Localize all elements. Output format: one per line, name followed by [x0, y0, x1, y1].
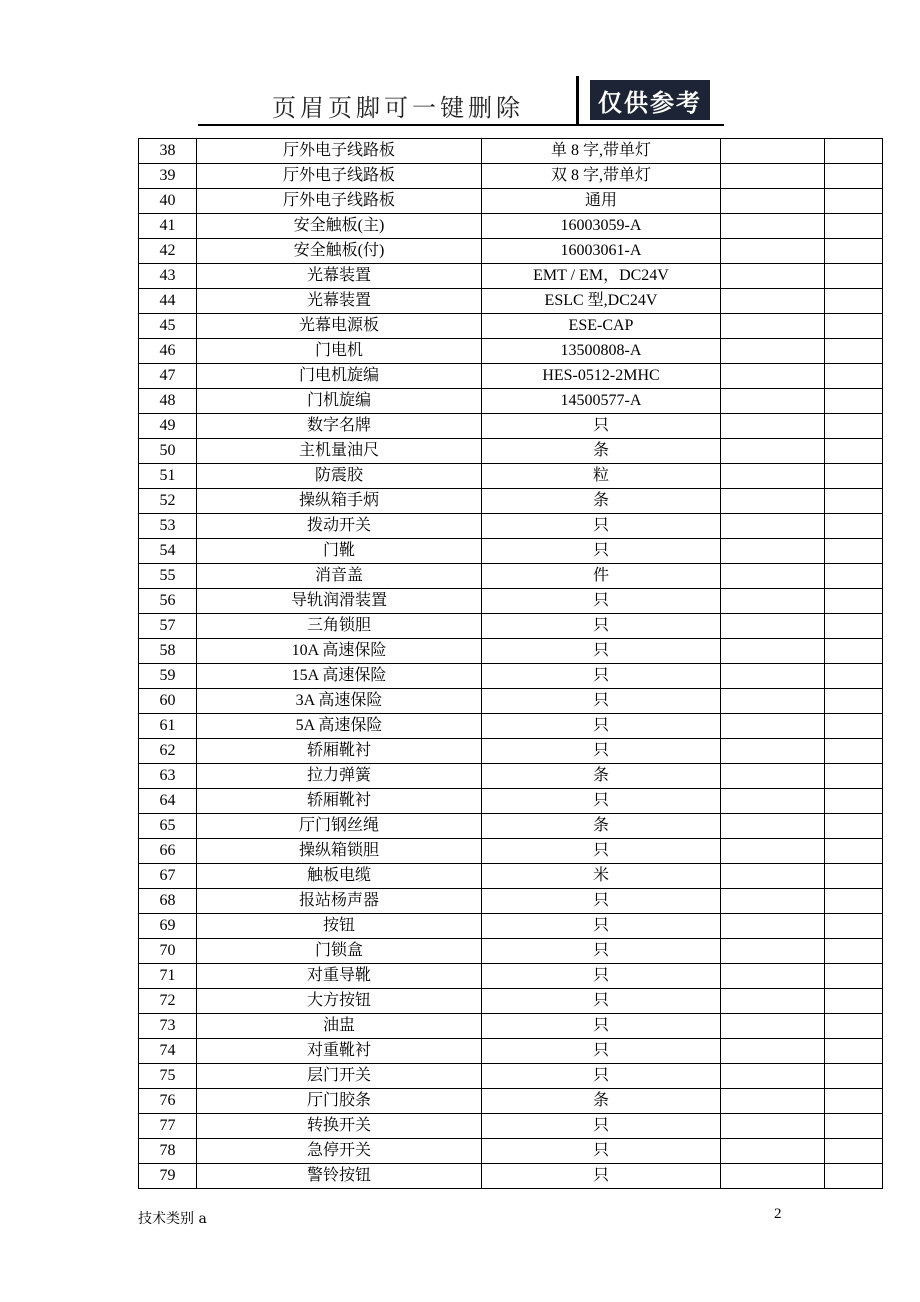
empty-cell	[825, 1114, 883, 1139]
empty-cell	[825, 764, 883, 789]
row-number-cell: 52	[139, 489, 197, 514]
part-name-cell: 消音盖	[197, 564, 482, 589]
empty-cell	[825, 1039, 883, 1064]
empty-cell	[721, 364, 825, 389]
table-row	[139, 814, 883, 839]
empty-cell	[721, 1014, 825, 1039]
reference-badge: 仅供参考	[590, 80, 710, 120]
empty-cell	[825, 289, 883, 314]
empty-cell	[825, 439, 883, 464]
empty-cell	[825, 1014, 883, 1039]
table-row	[139, 464, 883, 489]
spec-cell: 通用	[482, 189, 721, 214]
spec-cell: 条	[482, 489, 721, 514]
empty-cell	[721, 639, 825, 664]
header-divider	[576, 76, 579, 124]
part-name-cell: 厅外电子线路板	[197, 139, 482, 164]
table-row	[139, 214, 883, 239]
spec-cell: 件	[482, 564, 721, 589]
table-row	[139, 489, 883, 514]
table-row	[139, 839, 883, 864]
row-number-cell: 75	[139, 1064, 197, 1089]
table-row	[139, 889, 883, 914]
empty-cell	[721, 764, 825, 789]
table-row	[139, 689, 883, 714]
empty-cell	[825, 139, 883, 164]
spec-cell: 16003061-A	[482, 239, 721, 264]
spec-cell: 只	[482, 1064, 721, 1089]
empty-cell	[825, 414, 883, 439]
empty-cell	[825, 364, 883, 389]
table-row	[139, 714, 883, 739]
table-row	[139, 239, 883, 264]
spec-cell: 条	[482, 439, 721, 464]
spec-cell: 粒	[482, 464, 721, 489]
part-name-cell: 警铃按钮	[197, 1164, 482, 1189]
table-row	[139, 1114, 883, 1139]
table-row	[139, 939, 883, 964]
spec-cell: 只	[482, 539, 721, 564]
part-name-cell: 门电机	[197, 339, 482, 364]
empty-cell	[825, 664, 883, 689]
part-name-cell: 门靴	[197, 539, 482, 564]
empty-cell	[825, 789, 883, 814]
empty-cell	[721, 914, 825, 939]
row-number-cell: 74	[139, 1039, 197, 1064]
empty-cell	[825, 389, 883, 414]
row-number-cell: 70	[139, 939, 197, 964]
empty-cell	[825, 164, 883, 189]
spec-cell: 只	[482, 514, 721, 539]
part-name-cell: 厅外电子线路板	[197, 164, 482, 189]
spec-cell: 双 8 字,带单灯	[482, 164, 721, 189]
row-number-cell: 65	[139, 814, 197, 839]
empty-cell	[721, 1139, 825, 1164]
spec-cell: 条	[482, 764, 721, 789]
row-number-cell: 60	[139, 689, 197, 714]
row-number-cell: 79	[139, 1164, 197, 1189]
empty-cell	[825, 864, 883, 889]
row-number-cell: 43	[139, 264, 197, 289]
table-row	[139, 564, 883, 589]
empty-cell	[825, 714, 883, 739]
row-number-cell: 48	[139, 389, 197, 414]
empty-cell	[825, 814, 883, 839]
part-name-cell: 厅外电子线路板	[197, 189, 482, 214]
table-row	[139, 664, 883, 689]
spec-cell: 只	[482, 639, 721, 664]
empty-cell	[825, 964, 883, 989]
empty-cell	[721, 1164, 825, 1189]
row-number-cell: 53	[139, 514, 197, 539]
spec-cell: 只	[482, 714, 721, 739]
row-number-cell: 78	[139, 1139, 197, 1164]
part-name-cell: 门电机旋编	[197, 364, 482, 389]
empty-cell	[825, 339, 883, 364]
empty-cell	[721, 939, 825, 964]
part-name-cell: 大方按钮	[197, 989, 482, 1014]
row-number-cell: 66	[139, 839, 197, 864]
row-number-cell: 39	[139, 164, 197, 189]
table-row	[139, 289, 883, 314]
parts-table-body	[139, 139, 883, 1189]
table-row	[139, 989, 883, 1014]
empty-cell	[721, 264, 825, 289]
part-name-cell: 按钮	[197, 914, 482, 939]
part-name-cell: 门机旋编	[197, 389, 482, 414]
table-row	[139, 539, 883, 564]
empty-cell	[721, 814, 825, 839]
empty-cell	[825, 239, 883, 264]
header-rule	[198, 124, 724, 126]
table-row	[139, 139, 883, 164]
spec-cell: 只	[482, 789, 721, 814]
spec-cell: 13500808-A	[482, 339, 721, 364]
table-row	[139, 439, 883, 464]
empty-cell	[825, 1164, 883, 1189]
empty-cell	[825, 564, 883, 589]
empty-cell	[825, 514, 883, 539]
row-number-cell: 38	[139, 139, 197, 164]
empty-cell	[721, 439, 825, 464]
empty-cell	[721, 889, 825, 914]
spec-cell: 条	[482, 814, 721, 839]
row-number-cell: 73	[139, 1014, 197, 1039]
spec-cell: 只	[482, 1039, 721, 1064]
row-number-cell: 57	[139, 614, 197, 639]
row-number-cell: 62	[139, 739, 197, 764]
row-number-cell: 45	[139, 314, 197, 339]
part-name-cell: 安全触板(付)	[197, 239, 482, 264]
part-name-cell: 拨动开关	[197, 514, 482, 539]
row-number-cell: 49	[139, 414, 197, 439]
part-name-cell: 层门开关	[197, 1064, 482, 1089]
part-name-cell: 3A 高速保险	[197, 689, 482, 714]
part-name-cell: 轿厢靴衬	[197, 789, 482, 814]
empty-cell	[825, 989, 883, 1014]
table-row	[139, 1089, 883, 1114]
table-row	[139, 789, 883, 814]
empty-cell	[721, 1114, 825, 1139]
empty-cell	[825, 889, 883, 914]
spec-cell: 只	[482, 939, 721, 964]
empty-cell	[721, 564, 825, 589]
spec-cell: 只	[482, 1164, 721, 1189]
empty-cell	[721, 739, 825, 764]
footer-category: 技术类别 a	[138, 1211, 207, 1227]
empty-cell	[825, 639, 883, 664]
table-row	[139, 1139, 883, 1164]
spec-cell: 只	[482, 739, 721, 764]
table-row	[139, 189, 883, 214]
empty-cell	[721, 414, 825, 439]
spec-cell: 只	[482, 614, 721, 639]
row-number-cell: 44	[139, 289, 197, 314]
table-row	[139, 264, 883, 289]
empty-cell	[825, 839, 883, 864]
row-number-cell: 40	[139, 189, 197, 214]
spec-cell: HES-0512-2MHC	[482, 364, 721, 389]
spec-cell: 只	[482, 1114, 721, 1139]
empty-cell	[825, 1064, 883, 1089]
row-number-cell: 54	[139, 539, 197, 564]
spec-cell: 单 8 字,带单灯	[482, 139, 721, 164]
empty-cell	[825, 264, 883, 289]
row-number-cell: 46	[139, 339, 197, 364]
empty-cell	[825, 189, 883, 214]
part-name-cell: 操纵箱锁胆	[197, 839, 482, 864]
spec-cell: 只	[482, 664, 721, 689]
part-name-cell: 急停开关	[197, 1139, 482, 1164]
row-number-cell: 58	[139, 639, 197, 664]
row-number-cell: 59	[139, 664, 197, 689]
empty-cell	[721, 164, 825, 189]
empty-cell	[721, 139, 825, 164]
part-name-cell: 报站杨声器	[197, 889, 482, 914]
empty-cell	[721, 239, 825, 264]
spec-cell: 只	[482, 914, 721, 939]
spec-cell: ESLC 型,DC24V	[482, 289, 721, 314]
part-name-cell: 对重导靴	[197, 964, 482, 989]
table-row	[139, 1164, 883, 1189]
row-number-cell: 47	[139, 364, 197, 389]
header-title: 页眉页脚可一键删除	[272, 94, 524, 122]
row-number-cell: 51	[139, 464, 197, 489]
part-name-cell: 拉力弹簧	[197, 764, 482, 789]
empty-cell	[721, 664, 825, 689]
empty-cell	[825, 939, 883, 964]
spec-cell: 只	[482, 1014, 721, 1039]
empty-cell	[825, 914, 883, 939]
empty-cell	[825, 1139, 883, 1164]
spec-cell: 只	[482, 589, 721, 614]
empty-cell	[721, 614, 825, 639]
empty-cell	[825, 464, 883, 489]
empty-cell	[721, 539, 825, 564]
empty-cell	[721, 189, 825, 214]
part-name-cell: 厅门钢丝绳	[197, 814, 482, 839]
row-number-cell: 68	[139, 889, 197, 914]
empty-cell	[825, 489, 883, 514]
empty-cell	[721, 1089, 825, 1114]
empty-cell	[825, 739, 883, 764]
table-row	[139, 314, 883, 339]
row-number-cell: 61	[139, 714, 197, 739]
table-row	[139, 739, 883, 764]
table-row	[139, 414, 883, 439]
table-row	[139, 589, 883, 614]
spec-cell: 条	[482, 1089, 721, 1114]
part-name-cell: 转换开关	[197, 1114, 482, 1139]
empty-cell	[721, 714, 825, 739]
empty-cell	[721, 1064, 825, 1089]
part-name-cell: 光幕电源板	[197, 314, 482, 339]
empty-cell	[721, 589, 825, 614]
empty-cell	[721, 489, 825, 514]
table-row	[139, 1039, 883, 1064]
table-row	[139, 964, 883, 989]
spec-cell: 米	[482, 864, 721, 889]
empty-cell	[825, 214, 883, 239]
part-name-cell: 门锁盒	[197, 939, 482, 964]
table-row	[139, 639, 883, 664]
spec-cell: 只	[482, 989, 721, 1014]
row-number-cell: 67	[139, 864, 197, 889]
spec-cell: 只	[482, 414, 721, 439]
table-row	[139, 339, 883, 364]
table-row	[139, 514, 883, 539]
page-number: 2	[774, 1206, 782, 1222]
spec-cell: 只	[482, 689, 721, 714]
empty-cell	[721, 864, 825, 889]
empty-cell	[825, 314, 883, 339]
empty-cell	[721, 689, 825, 714]
row-number-cell: 76	[139, 1089, 197, 1114]
spec-cell: EMT / EM，DC24V	[482, 264, 721, 289]
part-name-cell: 厅门胶条	[197, 1089, 482, 1114]
part-name-cell: 防震胶	[197, 464, 482, 489]
empty-cell	[721, 514, 825, 539]
part-name-cell: 操纵箱手炳	[197, 489, 482, 514]
empty-cell	[825, 614, 883, 639]
spec-cell: 16003059-A	[482, 214, 721, 239]
row-number-cell: 77	[139, 1114, 197, 1139]
empty-cell	[721, 289, 825, 314]
table-row	[139, 614, 883, 639]
table-row	[139, 864, 883, 889]
empty-cell	[721, 214, 825, 239]
row-number-cell: 55	[139, 564, 197, 589]
spec-cell: 只	[482, 889, 721, 914]
empty-cell	[721, 964, 825, 989]
empty-cell	[721, 789, 825, 814]
spec-cell: 只	[482, 839, 721, 864]
parts-table	[138, 138, 883, 1189]
empty-cell	[721, 389, 825, 414]
row-number-cell: 69	[139, 914, 197, 939]
empty-cell	[721, 339, 825, 364]
empty-cell	[721, 1039, 825, 1064]
table-row	[139, 764, 883, 789]
part-name-cell: 10A 高速保险	[197, 639, 482, 664]
row-number-cell: 41	[139, 214, 197, 239]
part-name-cell: 光幕装置	[197, 264, 482, 289]
empty-cell	[721, 839, 825, 864]
part-name-cell: 触板电缆	[197, 864, 482, 889]
table-row	[139, 389, 883, 414]
row-number-cell: 71	[139, 964, 197, 989]
empty-cell	[721, 314, 825, 339]
spec-cell: 只	[482, 964, 721, 989]
part-name-cell: 轿厢靴衬	[197, 739, 482, 764]
empty-cell	[825, 1089, 883, 1114]
part-name-cell: 对重靴衬	[197, 1039, 482, 1064]
row-number-cell: 63	[139, 764, 197, 789]
empty-cell	[721, 989, 825, 1014]
table-row	[139, 164, 883, 189]
part-name-cell: 5A 高速保险	[197, 714, 482, 739]
row-number-cell: 56	[139, 589, 197, 614]
row-number-cell: 50	[139, 439, 197, 464]
row-number-cell: 72	[139, 989, 197, 1014]
table-row	[139, 1014, 883, 1039]
spec-cell: ESE-CAP	[482, 314, 721, 339]
part-name-cell: 数字名牌	[197, 414, 482, 439]
part-name-cell: 安全触板(主)	[197, 214, 482, 239]
empty-cell	[825, 689, 883, 714]
part-name-cell: 15A 高速保险	[197, 664, 482, 689]
part-name-cell: 光幕装置	[197, 289, 482, 314]
empty-cell	[825, 589, 883, 614]
part-name-cell: 主机量油尺	[197, 439, 482, 464]
part-name-cell: 导轨润滑装置	[197, 589, 482, 614]
table-row	[139, 914, 883, 939]
table-row	[139, 1064, 883, 1089]
row-number-cell: 64	[139, 789, 197, 814]
spec-cell: 只	[482, 1139, 721, 1164]
part-name-cell: 油盅	[197, 1014, 482, 1039]
empty-cell	[825, 539, 883, 564]
spec-cell: 14500577-A	[482, 389, 721, 414]
empty-cell	[721, 464, 825, 489]
row-number-cell: 42	[139, 239, 197, 264]
part-name-cell: 三角锁胆	[197, 614, 482, 639]
table-row	[139, 364, 883, 389]
